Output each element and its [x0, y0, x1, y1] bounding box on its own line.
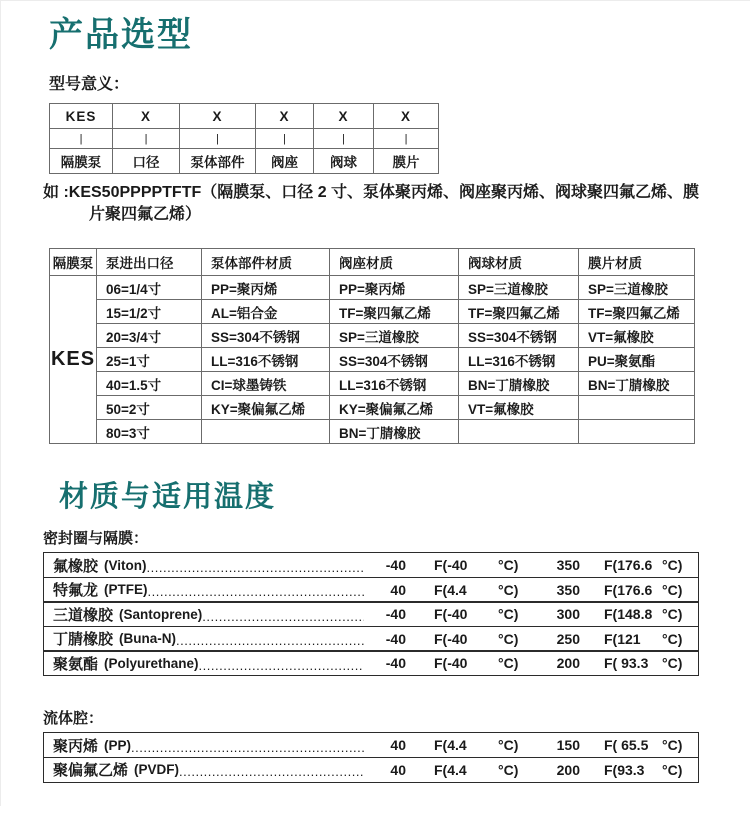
min-temp-f: -40 — [385, 606, 406, 622]
model-pipe-cell: | — [314, 129, 374, 149]
material-name: 聚氨酯 — [53, 655, 99, 673]
table-cell: PP=聚丙烯 — [202, 276, 330, 300]
table-cell: AL=铝合金 — [202, 300, 330, 324]
table-row — [43, 552, 699, 578]
model-code-row — [50, 104, 439, 129]
table-cell — [579, 420, 695, 444]
table-row — [43, 757, 699, 783]
model-name-cell: 膜片 — [374, 149, 439, 174]
model-code-cell: X — [180, 104, 256, 129]
table-cell: SP=三道橡胶 — [459, 276, 579, 300]
table-cell: KY=聚偏氟乙烯 — [330, 396, 459, 420]
max-temp-f: 300 — [556, 606, 580, 622]
model-code-cell: X — [374, 104, 439, 129]
material-name: 聚丙烯 — [53, 737, 99, 755]
min-temp-unit: °C) — [498, 557, 519, 573]
table-row — [43, 626, 699, 652]
model-code-table — [49, 103, 439, 174]
product-selection-page — [1, 15, 750, 821]
table-cell: BN=丁腈橡胶 — [459, 372, 579, 396]
max-temp-unit: °C) — [662, 606, 683, 622]
model-code-cell: KES — [50, 104, 113, 129]
model-meaning-label: 型号意义： — [49, 76, 130, 93]
model-name-cell: 口径 — [113, 149, 180, 174]
min-temp-unit: °C) — [498, 655, 519, 671]
table-cell: 40=1.5寸 — [97, 372, 202, 396]
max-temp-c: F( 65.5 — [604, 737, 649, 753]
dotted-leader — [199, 658, 364, 673]
selection-header-pump: 隔膜泵 — [50, 249, 97, 276]
min-temp-c: F(-40 — [434, 655, 468, 671]
max-temp-c: F(176.6 — [604, 581, 653, 598]
material-name: 聚偏氟乙烯 — [53, 762, 129, 779]
dotted-leader — [147, 560, 364, 575]
max-temp-unit: °C) — [662, 557, 683, 573]
model-pipe-cell: | — [374, 129, 439, 149]
model-code-cell: X — [113, 104, 180, 129]
material-name-en: (PP) — [104, 737, 132, 753]
table-cell: 50=2寸 — [97, 396, 202, 420]
table-cell — [202, 420, 330, 444]
model-example — [1, 182, 750, 226]
min-temp-unit: °C) — [498, 606, 519, 622]
min-temp-f: 40 — [390, 761, 406, 778]
table-row — [43, 577, 699, 603]
max-temp-unit: °C) — [662, 630, 683, 647]
seal-temperature-table — [43, 552, 699, 676]
max-temp-unit: °C) — [662, 655, 683, 671]
selection-table — [49, 248, 695, 444]
selection-header-seat-material: 阀座材质 — [330, 249, 459, 276]
table-cell: VT=氟橡胶 — [579, 324, 695, 348]
dotted-leader — [176, 633, 364, 648]
seal-diaphragm-label: 密封圈与隔膜： — [43, 530, 149, 547]
table-cell: PP=聚丙烯 — [330, 276, 459, 300]
table-cell: TF=聚四氟乙烯 — [459, 300, 579, 324]
selection-header-diaphragm-material: 膜片材质 — [579, 249, 695, 276]
min-temp-unit: °C) — [498, 737, 519, 753]
table-cell: BN=丁腈橡胶 — [579, 372, 695, 396]
min-temp-f: 40 — [390, 581, 406, 598]
model-pipe-cell: | — [180, 129, 256, 149]
table-row — [50, 396, 695, 420]
materials-temperature-title: 材质与适用温度 — [59, 481, 277, 513]
material-name: 丁腈橡胶 — [53, 631, 114, 648]
model-example-line2: 片聚四氟乙烯） — [89, 206, 202, 223]
material-name-en: (Polyurethane) — [104, 655, 199, 671]
table-row — [50, 276, 695, 300]
selection-header-port-size: 泵进出口径 — [97, 249, 202, 276]
model-name-cell: 阀球 — [314, 149, 374, 174]
table-cell: TF=聚四氟乙烯 — [579, 300, 695, 324]
min-temp-unit: °C) — [498, 581, 519, 598]
material-name: 三道橡胶 — [53, 606, 114, 624]
max-temp-c: F(93.3 — [604, 761, 645, 778]
max-temp-c: F(148.8 — [604, 606, 653, 622]
table-cell: SP=三道橡胶 — [330, 324, 459, 348]
max-temp-f: 150 — [556, 737, 580, 753]
dotted-leader — [131, 740, 364, 755]
page-title: 产品选型 — [49, 16, 193, 54]
table-row — [50, 420, 695, 444]
table-cell: LL=316不锈钢 — [202, 348, 330, 372]
model-code-cell: X — [256, 104, 314, 129]
min-temp-f: -40 — [385, 630, 406, 647]
series-label-cell: KES — [50, 276, 97, 444]
table-cell: PU=聚氨酯 — [579, 348, 695, 372]
table-cell: TF=聚四氟乙烯 — [330, 300, 459, 324]
min-temp-unit: °C) — [498, 761, 519, 778]
table-row — [50, 324, 695, 348]
max-temp-f: 200 — [556, 761, 580, 778]
max-temp-f: 350 — [556, 557, 580, 573]
min-temp-c: F(4.4 — [434, 581, 467, 598]
table-row — [50, 348, 695, 372]
model-example-line1: 如 :KES50PPPPTFTF（隔膜泵、口径 2 寸、泵体聚丙烯、阀座聚丙烯、阀球聚四氟乙烯、膜 — [43, 184, 700, 201]
material-name-en: (PVDF) — [134, 762, 180, 777]
max-temp-f: 250 — [556, 630, 580, 647]
table-cell: LL=316不锈钢 — [459, 348, 579, 372]
table-row — [43, 732, 699, 758]
table-cell: 06=1/4寸 — [97, 276, 202, 300]
min-temp-c: F(-40 — [434, 606, 468, 622]
table-cell: SS=304不锈钢 — [202, 324, 330, 348]
max-temp-c: F(176.6 — [604, 557, 653, 573]
min-temp-c: F(-40 — [434, 557, 468, 573]
table-cell: SS=304不锈钢 — [330, 348, 459, 372]
table-cell: 20=3/4寸 — [97, 324, 202, 348]
selection-header-body-material: 泵体部件材质 — [202, 249, 330, 276]
max-temp-unit: °C) — [662, 737, 683, 753]
min-temp-c: F(4.4 — [434, 737, 467, 753]
material-name-en: (Santoprene) — [119, 606, 203, 622]
min-temp-f: -40 — [385, 557, 406, 573]
max-temp-c: F(121 — [604, 630, 641, 647]
table-cell: VT=氟橡胶 — [459, 396, 579, 420]
selection-header-row — [50, 249, 695, 276]
max-temp-unit: °C) — [662, 581, 683, 598]
material-name-en: (Buna-N) — [119, 631, 177, 646]
fluid-chamber-label: 流体腔： — [43, 710, 104, 727]
table-row — [43, 601, 699, 627]
table-cell: KY=聚偏氟乙烯 — [202, 396, 330, 420]
dotted-leader — [148, 584, 364, 599]
table-row — [43, 650, 699, 676]
table-row — [50, 372, 695, 396]
table-cell: LL=316不锈钢 — [330, 372, 459, 396]
table-cell — [459, 420, 579, 444]
table-cell: BN=丁腈橡胶 — [330, 420, 459, 444]
min-temp-c: F(-40 — [434, 630, 468, 647]
min-temp-unit: °C) — [498, 630, 519, 647]
selection-header-ball-material: 阀球材质 — [459, 249, 579, 276]
max-temp-f: 200 — [556, 655, 580, 671]
max-temp-unit: °C) — [662, 761, 683, 778]
model-pipe-cell: | — [256, 129, 314, 149]
table-cell: SS=304不锈钢 — [459, 324, 579, 348]
dotted-leader — [179, 764, 364, 779]
table-row — [50, 300, 695, 324]
material-name-en: (Viton) — [104, 557, 147, 573]
table-cell: 80=3寸 — [97, 420, 202, 444]
model-code-cell: X — [314, 104, 374, 129]
dotted-leader — [202, 609, 364, 624]
max-temp-c: F( 93.3 — [604, 655, 649, 671]
material-name: 氟橡胶 — [53, 557, 99, 575]
material-name-en: (PTFE) — [104, 582, 148, 597]
max-temp-f: 350 — [556, 581, 580, 598]
model-name-row — [50, 149, 439, 174]
material-name: 特氟龙 — [53, 582, 99, 599]
min-temp-f: 40 — [390, 737, 406, 753]
model-name-cell: 泵体部件 — [180, 149, 256, 174]
table-cell: 15=1/2寸 — [97, 300, 202, 324]
table-cell: 25=1寸 — [97, 348, 202, 372]
table-cell — [579, 396, 695, 420]
model-name-cell: 阀座 — [256, 149, 314, 174]
model-pipe-cell: | — [50, 129, 113, 149]
min-temp-f: -40 — [385, 655, 406, 671]
fluid-temperature-table — [43, 732, 699, 783]
min-temp-c: F(4.4 — [434, 761, 467, 778]
model-pipe-cell: | — [113, 129, 180, 149]
table-cell: CI=球墨铸铁 — [202, 372, 330, 396]
table-cell: SP=三道橡胶 — [579, 276, 695, 300]
model-name-cell: 隔膜泵 — [50, 149, 113, 174]
model-pipe-row — [50, 129, 439, 149]
